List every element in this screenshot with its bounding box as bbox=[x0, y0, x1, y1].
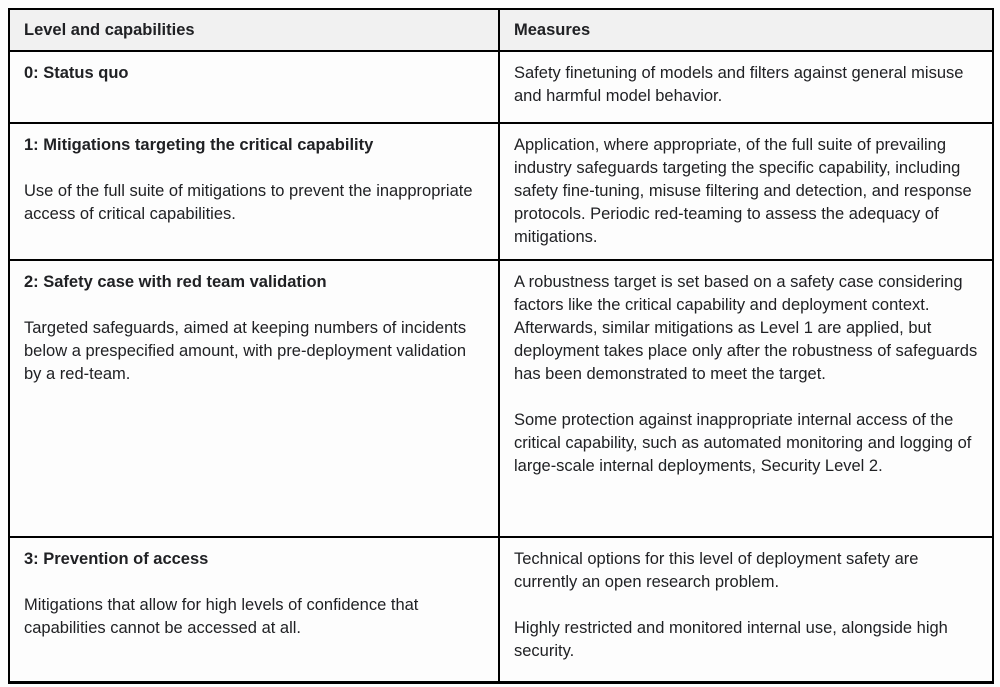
level-title: 3: Prevention of access bbox=[24, 550, 209, 568]
measures-cell bbox=[499, 537, 993, 682]
measure-paragraph: Application, where appropriate, of the full suite of prevailing industry safeguards targeting the specific capability, including safety fine-tuning, misuse filtering and detection, and response protocols. Periodic red-teaming to assess the adequacy of mitigations. bbox=[514, 136, 972, 246]
level-title: 0: Status quo bbox=[24, 64, 129, 82]
level-cell bbox=[9, 51, 499, 123]
level-cell bbox=[9, 260, 499, 537]
mitigation-levels-table bbox=[8, 8, 994, 684]
level-description: Use of the full suite of mitigations to prevent the inappropriate access of critical capabilities. bbox=[24, 182, 473, 223]
measures-cell bbox=[499, 260, 993, 537]
level-title: 1: Mitigations targeting the critical capability bbox=[24, 136, 374, 154]
level-description: Targeted safeguards, aimed at keeping numbers of incidents below a prespecified amount, with pre-deployment validation by a red-team. bbox=[24, 319, 467, 383]
column-header-measures: Measures bbox=[499, 9, 993, 51]
measure-paragraph: Highly restricted and monitored internal use, alongside high security. bbox=[514, 619, 948, 660]
column-header-level-and-capabilities: Level and capabilities bbox=[9, 9, 499, 51]
table-row-level-3 bbox=[9, 537, 993, 682]
level-cell bbox=[9, 123, 499, 260]
document-page bbox=[8, 8, 994, 684]
measure-paragraph: Safety finetuning of models and filters against general misuse and harmful model behavior. bbox=[514, 64, 964, 105]
table-row-level-1 bbox=[9, 123, 993, 260]
level-title: 2: Safety case with red team validation bbox=[24, 273, 327, 291]
measures-cell bbox=[499, 51, 993, 123]
level-description: Mitigations that allow for high levels of confidence that capabilities cannot be accessed at all. bbox=[24, 596, 419, 637]
measure-paragraph: A robustness target is set based on a safety case considering factors like the critical capability and deployment context. Afterwards, similar mitigations as Level 1 are applied, but deployment takes place only after the robustness of safeguards has been demonstrated to meet the target. bbox=[514, 273, 978, 383]
measure-paragraph: Some protection against inappropriate internal access of the critical capability, such as automated monitoring and logging of large-scale internal deployments, Security Level 2. bbox=[514, 411, 972, 475]
measure-paragraph: Technical options for this level of deployment safety are currently an open research problem. bbox=[514, 550, 919, 591]
table-row-level-0 bbox=[9, 51, 993, 123]
level-cell bbox=[9, 537, 499, 682]
header-row bbox=[9, 9, 993, 51]
measures-cell bbox=[499, 123, 993, 260]
table-row-level-2 bbox=[9, 260, 993, 537]
